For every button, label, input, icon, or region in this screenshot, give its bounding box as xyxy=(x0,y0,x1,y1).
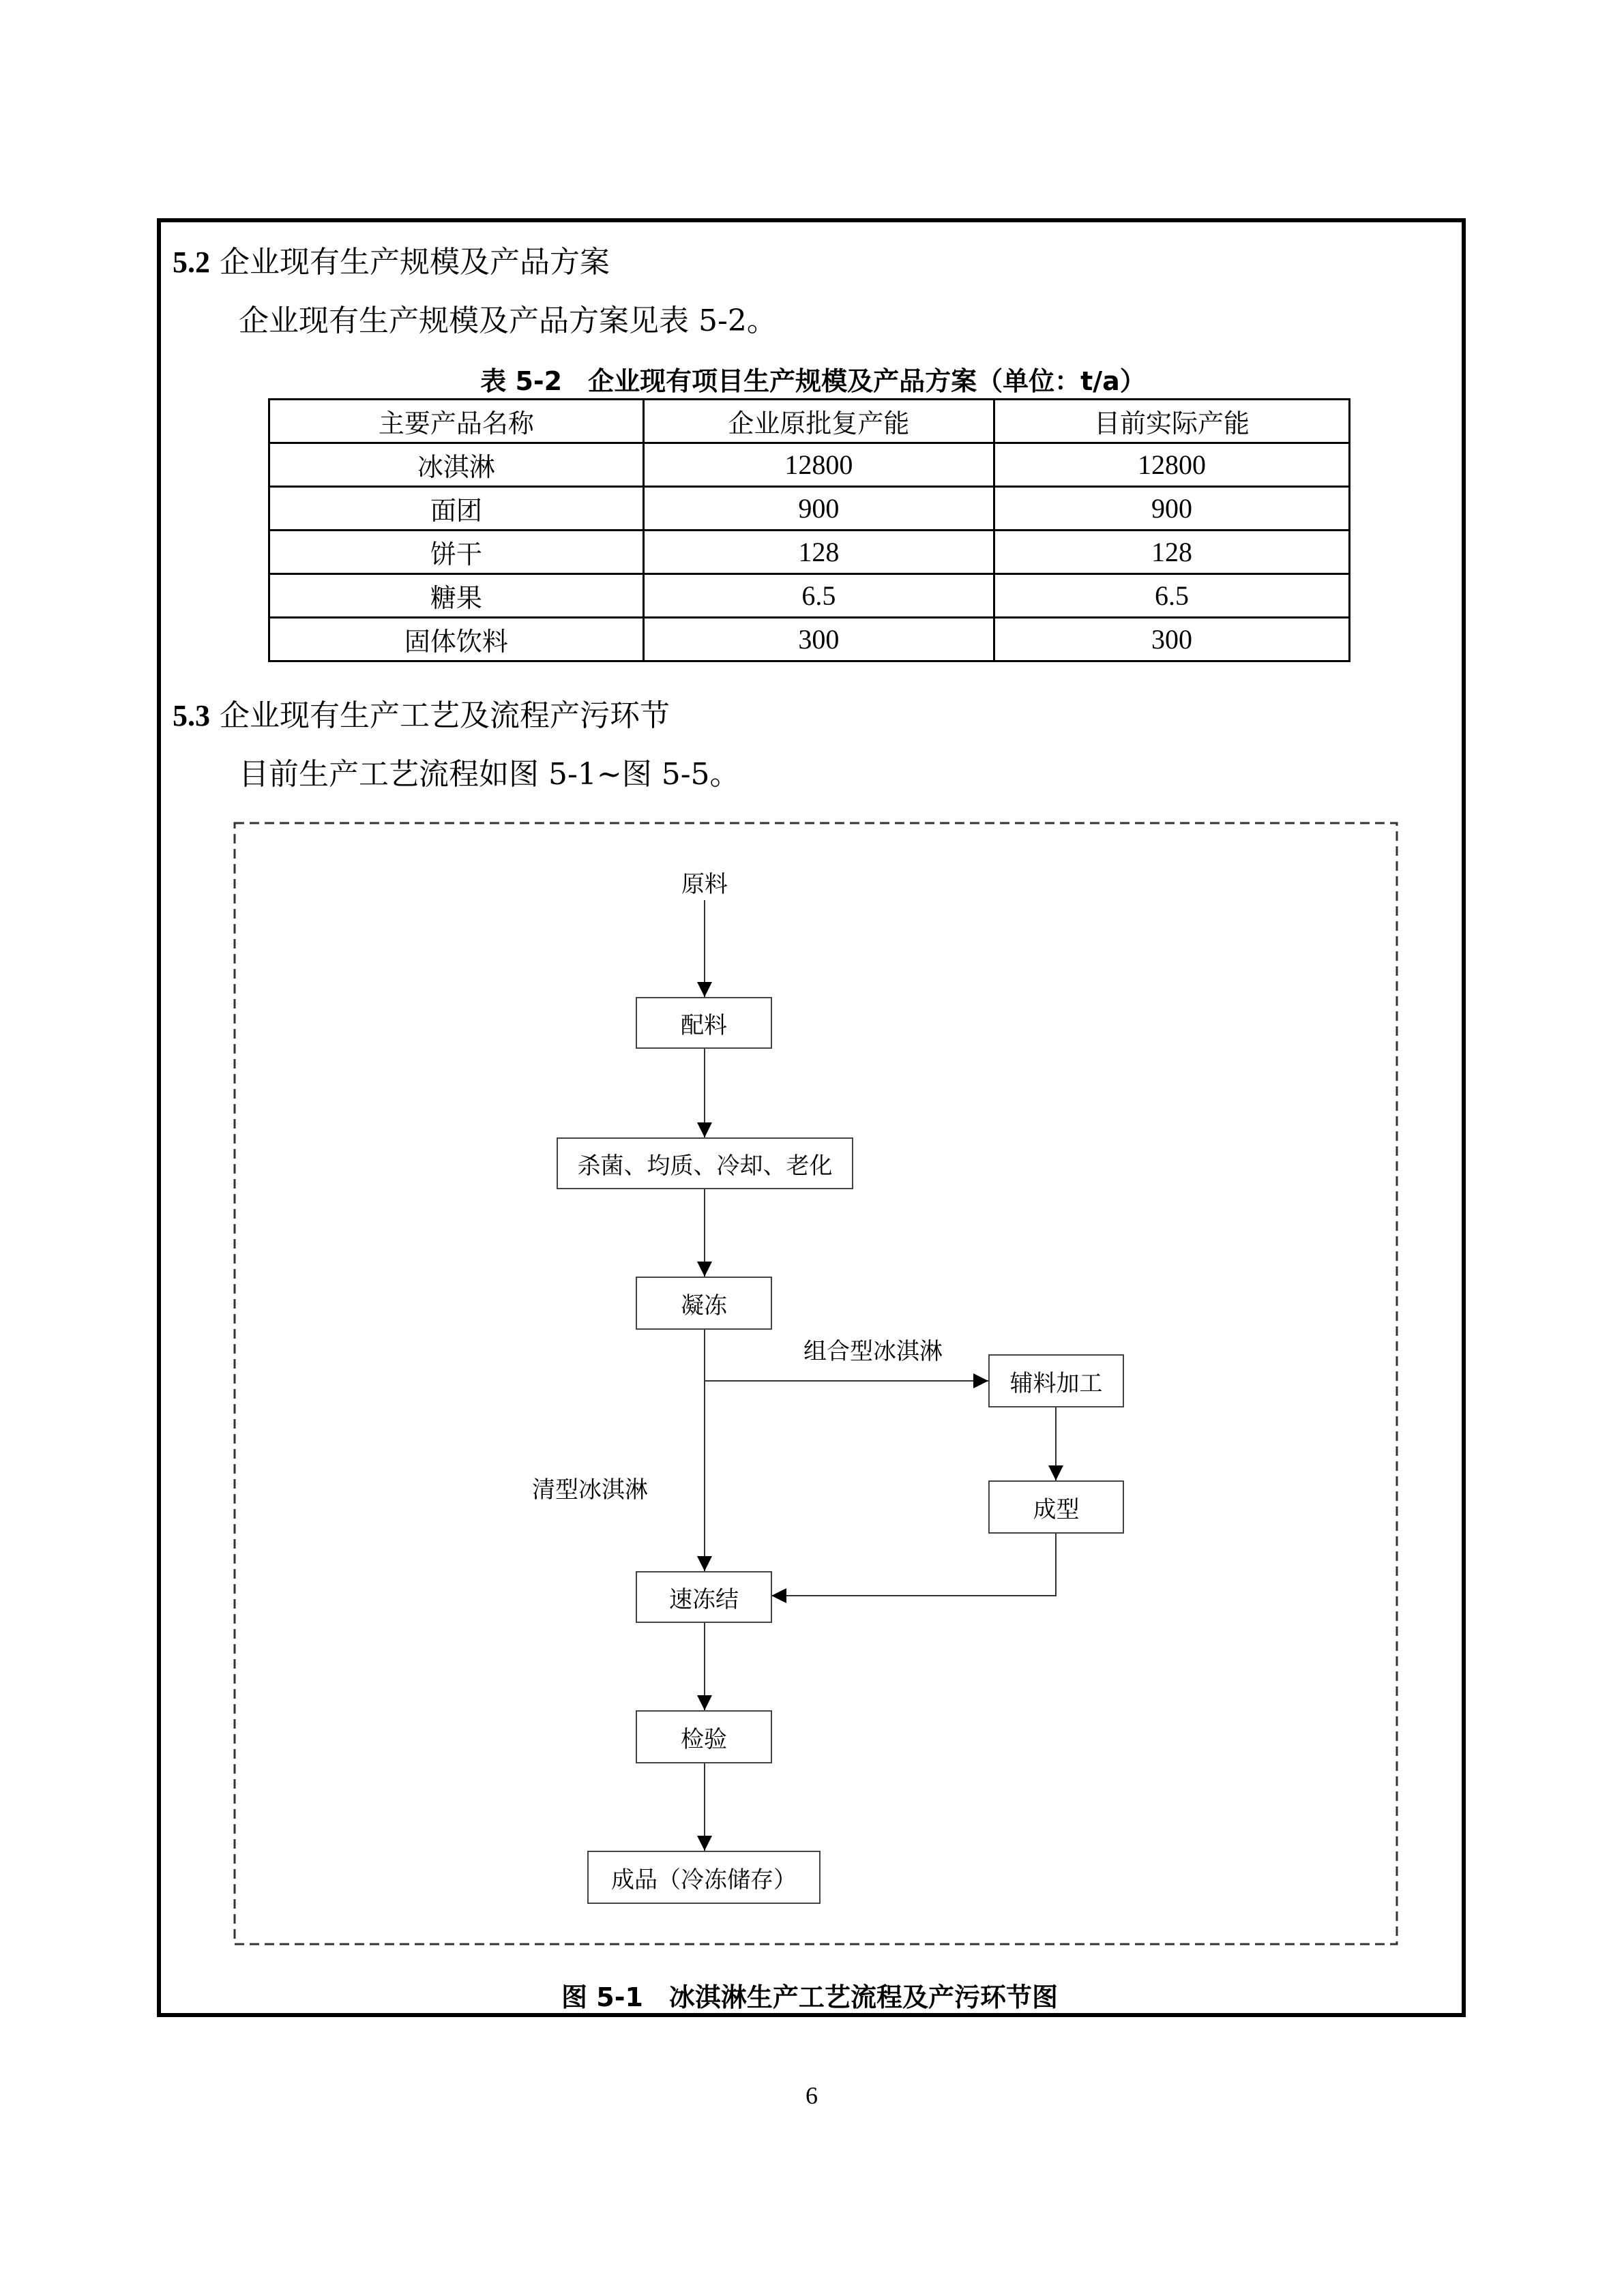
flow-node-shaping: 成型 xyxy=(988,1480,1124,1534)
product-name-cell: 饼干 xyxy=(269,531,644,574)
paragraph: 目前生产工艺流程如图 5-1~图 5-5。 xyxy=(239,757,740,792)
table-caption: 表 5-2 企业现有项目生产规模及产品方案（单位：t/a） xyxy=(480,366,1146,396)
arrow-shaping-to-quickfreeze xyxy=(771,1533,1056,1596)
approved-capacity-cell: 300 xyxy=(643,618,994,661)
flow-node-quick-freeze: 速冻结 xyxy=(636,1571,772,1623)
approved-capacity-cell: 128 xyxy=(643,531,994,574)
actual-capacity-cell: 12800 xyxy=(994,443,1349,487)
section-title: 企业现有生产规模及产品方案 xyxy=(220,245,610,280)
flow-node-freeze: 凝冻 xyxy=(636,1277,772,1330)
actual-capacity-cell: 128 xyxy=(994,531,1349,574)
figure-dashed-border xyxy=(235,823,1397,1944)
section-number: 5.2 xyxy=(173,245,210,279)
product-name-cell: 面团 xyxy=(269,487,644,531)
approved-capacity-cell: 6.5 xyxy=(643,574,994,618)
flow-node-inspect: 检验 xyxy=(636,1710,772,1763)
figure-caption: 图 5-1 冰淇淋生产工艺流程及产污环节图 xyxy=(561,1982,1058,2012)
actual-capacity-cell: 900 xyxy=(994,487,1349,531)
flow-node-aux: 辅料加工 xyxy=(988,1354,1124,1407)
actual-capacity-cell: 300 xyxy=(994,618,1349,661)
approved-capacity-cell: 900 xyxy=(643,487,994,531)
header-cell: 主要产品名称 xyxy=(269,400,644,443)
page-number: 6 xyxy=(806,2082,818,2109)
product-name-cell: 固体饮料 xyxy=(269,618,644,661)
product-name-cell: 冰淇淋 xyxy=(269,443,644,487)
header-cell: 企业原批复产能 xyxy=(643,400,994,443)
paragraph: 企业现有生产规模及产品方案见表 5-2。 xyxy=(239,303,777,338)
section-title: 企业现有生产工艺及流程产污环节 xyxy=(220,698,670,733)
flow-node-batching: 配料 xyxy=(636,997,772,1049)
label-combo-icecream: 组合型冰淇淋 xyxy=(803,1337,943,1365)
product-name-cell: 糖果 xyxy=(269,574,644,618)
label-plain-icecream: 清型冰淇淋 xyxy=(532,1476,648,1504)
flow-node-raw: 原料 xyxy=(681,870,728,898)
flow-node-product: 成品（冷冻储存） xyxy=(587,1851,821,1904)
section-number: 5.3 xyxy=(173,699,210,732)
flow-node-sterilize: 杀菌、均质、冷却、老化 xyxy=(557,1137,853,1189)
header-cell: 目前实际产能 xyxy=(994,400,1349,443)
approved-capacity-cell: 12800 xyxy=(643,443,994,487)
actual-capacity-cell: 6.5 xyxy=(994,574,1349,618)
